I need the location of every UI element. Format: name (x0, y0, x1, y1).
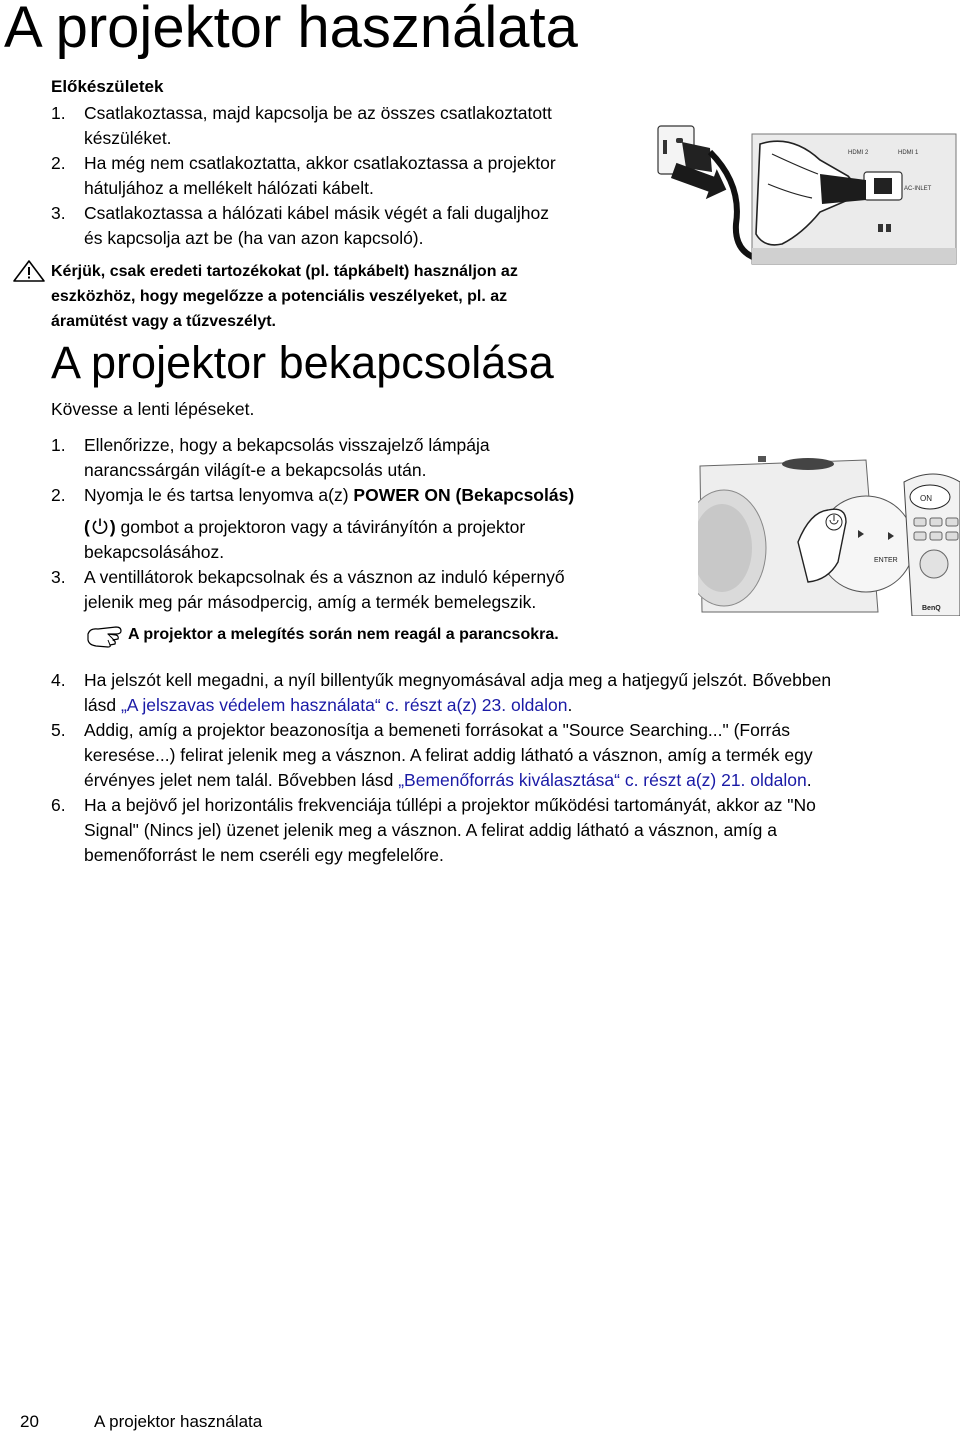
brand-label: BenQ (922, 605, 941, 612)
list-number: 2. (51, 485, 66, 505)
text-run: érvényes jelet nem talál. Bővebben lásd (84, 770, 399, 790)
text-run: lásd (84, 695, 121, 715)
list-number: 1. (51, 103, 66, 123)
text-run: . (806, 770, 812, 790)
list-item-text: keresése...) felirat jelenik meg a vásznon. A felirat addig látható a vásznon, amíg a termék egy (84, 745, 813, 765)
warning-text (51, 259, 518, 334)
text-run-bold: ) (109, 517, 116, 537)
list-item-text: Addig, amíg a projektor beazonosítja a bemeneti forrásokat a "Source Searching..." (Forrás (84, 720, 790, 740)
list-item-text: bemenőforrást le nem cseréli egy megfelelőre. (84, 845, 444, 865)
port-label: HDMI 1 (898, 150, 919, 156)
list-item-text: Signal" (Nincs jel) üzenet jelenik meg a vásznon. A felirat addig látható a vásznon, amíg a (84, 820, 777, 840)
warning-line: áramütést vagy a tűzveszélyt. (51, 313, 276, 330)
list-number: 2. (51, 153, 66, 173)
port-label: AC-INLET (904, 186, 932, 192)
power-cable-illustration (652, 124, 958, 270)
text-run: . (567, 695, 573, 715)
text-run-bold: POWER ON (Bekapcsolás) (353, 485, 575, 505)
text-run: gombot a projektoron vagy a távirányítón a projektor (115, 517, 526, 537)
note-hand-icon (86, 624, 126, 648)
section-heading-prep: Előkészületek (51, 77, 164, 96)
note-text: A projektor a melegítés során nem reagál a parancsokra. (128, 626, 559, 643)
list-item-text (84, 693, 572, 718)
warning-line: eszközhöz, hogy megelőzze a potenciális veszélyeket, pl. az (51, 288, 508, 305)
list-item-text (84, 768, 812, 793)
text-run: Nyomja le és tartsa lenyomva a(z) (84, 485, 354, 505)
list-number: 4. (51, 670, 66, 690)
list-number: 3. (51, 567, 66, 587)
link-input-source[interactable]: „Bemenőforrás kiválasztása“ c. részt a(z) 21. oldalon (398, 770, 807, 790)
list-item-text: Ha a bejövő jel horizontális frekvenciája túllépi a projektor működési tartományát, akkor az "No (84, 795, 816, 815)
on-label: ON (920, 494, 932, 503)
list-item-text: Csatlakoztassa a hálózati kábel másik végét a fali dugaljhoz (84, 203, 549, 223)
list-item-text: Csatlakoztassa, majd kapcsolja be az összes csatlakoztatott (84, 103, 552, 123)
warning-line: Kérjük, csak eredeti tartozékokat (pl. tápkábelt) használjon az (51, 263, 518, 280)
warning-icon (12, 259, 46, 283)
list-item-text: bekapcsolásához. (84, 542, 225, 562)
section-heading-power: A projektor bekapcsolása (51, 337, 554, 388)
intro-text: Kövesse a lenti lépéseket. (51, 399, 255, 419)
list-item-text: Ellenőrizze, hogy a bekapcsolás visszajelző lámpája (84, 435, 490, 455)
list-item-text: Ha még nem csatlakoztatta, akkor csatlakoztassa a projektor (84, 153, 556, 173)
list-number: 6. (51, 795, 66, 815)
text-run-bold: ( (84, 517, 90, 537)
power-icon (90, 516, 110, 536)
footer-title: A projektor használata (94, 1412, 263, 1431)
list-item-text: A ventillátorok bekapcsolnak és a vásznon az induló képernyő (84, 567, 565, 587)
power-button-illustration (698, 452, 960, 616)
enter-label: ENTER (874, 557, 898, 564)
list-item-text (84, 483, 574, 508)
list-number: 1. (51, 435, 66, 455)
list-item-text: Ha jelszót kell megadni, a nyíl billentyűk megnyomásával adja meg a hatjegyű jelszót. Bővebben (84, 670, 832, 690)
list-item-text: készüléket. (84, 128, 172, 148)
list-number: 5. (51, 720, 66, 740)
list-item-text: hátuljához a mellékelt hálózati kábelt. (84, 178, 374, 198)
page-number: 20 (20, 1412, 39, 1431)
port-label: HDMI 2 (848, 150, 869, 156)
list-item-text: narancssárgán világít-e a bekapcsolás után. (84, 460, 427, 480)
list-item-text: jelenik meg pár másodpercig, amíg a termék bemelegszik. (84, 592, 537, 612)
page-title: A projektor használata (4, 0, 578, 60)
list-item-text: és kapcsolja azt be (ha van azon kapcsoló). (84, 228, 424, 248)
list-item-text (84, 515, 525, 540)
list-number: 3. (51, 203, 66, 223)
link-password-protection[interactable]: „A jelszavas védelem használata“ c. részt a(z) 23. oldalon (120, 695, 568, 715)
